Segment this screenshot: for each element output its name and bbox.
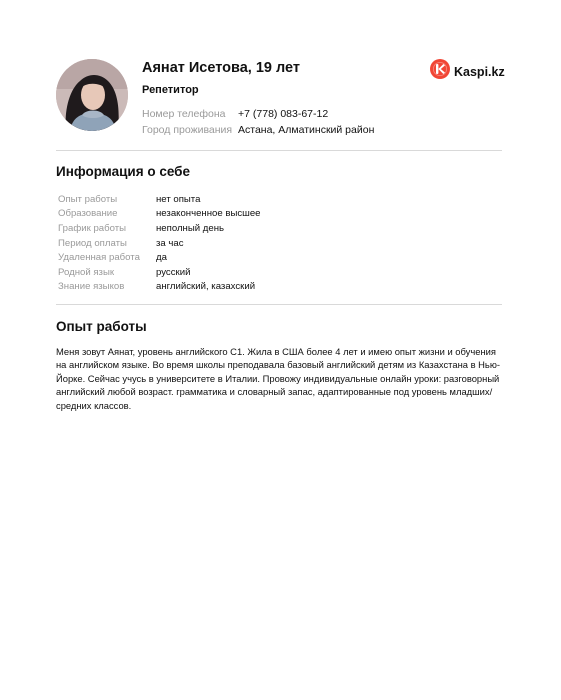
kaspi-logo [430,59,505,84]
contact-city-value: Астана, Алматинский район [238,124,375,136]
kaspi-logo-icon [430,59,450,84]
info-label: График работы [58,222,127,234]
info-value: нет опыта [156,193,201,205]
info-label: Образование [58,208,118,220]
info-label: Удаленная работа [58,252,140,264]
info-row-experience [58,192,261,207]
contact-phone-label: Номер телефона [142,108,226,120]
info-value: русский [156,266,191,278]
info-section-title: Информация о себе [56,164,191,179]
info-row-languages [58,280,261,295]
info-value: за час [156,237,184,249]
info-row-payment-period [58,236,261,251]
avatar [56,59,128,131]
info-label: Период оплаты [58,237,127,249]
info-label: Опыт работы [58,193,118,205]
candidate-role: Репетитор [142,84,199,96]
info-label: Знание языков [58,281,125,293]
divider [56,150,502,151]
info-value: да [156,252,167,264]
divider [56,304,502,305]
contact-phone-value[interactable]: +7 (778) 083-67-12 [238,108,329,120]
info-table [58,192,261,294]
experience-section-title: Опыт работы [56,319,147,334]
info-row-schedule [58,221,261,236]
info-value: неполный день [156,222,224,234]
experience-text: Меня зовут Аянат, уровень английского С1. Жила в США более 4 лет и имею опыт жизни и обучения на английском языке. Во время школы преподавала базовый английский детям из Казахстана в Нью-Йорке. Сейчас учусь в университете в Италии. Провожу индивидуальные онлайн уроки: разговорный английский любой возраст. грамматика и словарный запас, адаптированные под уровень младших/средних классов. [56,346,500,411]
info-row-remote-work [58,250,261,265]
contact-city-row [142,124,374,136]
info-value: английский, казахский [156,281,256,293]
info-row-education [58,207,261,222]
contact-city-label: Город проживания [142,124,233,136]
contact-phone-row [142,108,328,120]
kaspi-logo-text: Kaspi.kz [454,64,505,79]
info-label: Родной язык [58,266,115,278]
candidate-name: Аянат Исетова, 19 лет [142,60,301,76]
info-row-native-language [58,265,261,280]
info-value: незаконченное высшее [156,208,261,220]
